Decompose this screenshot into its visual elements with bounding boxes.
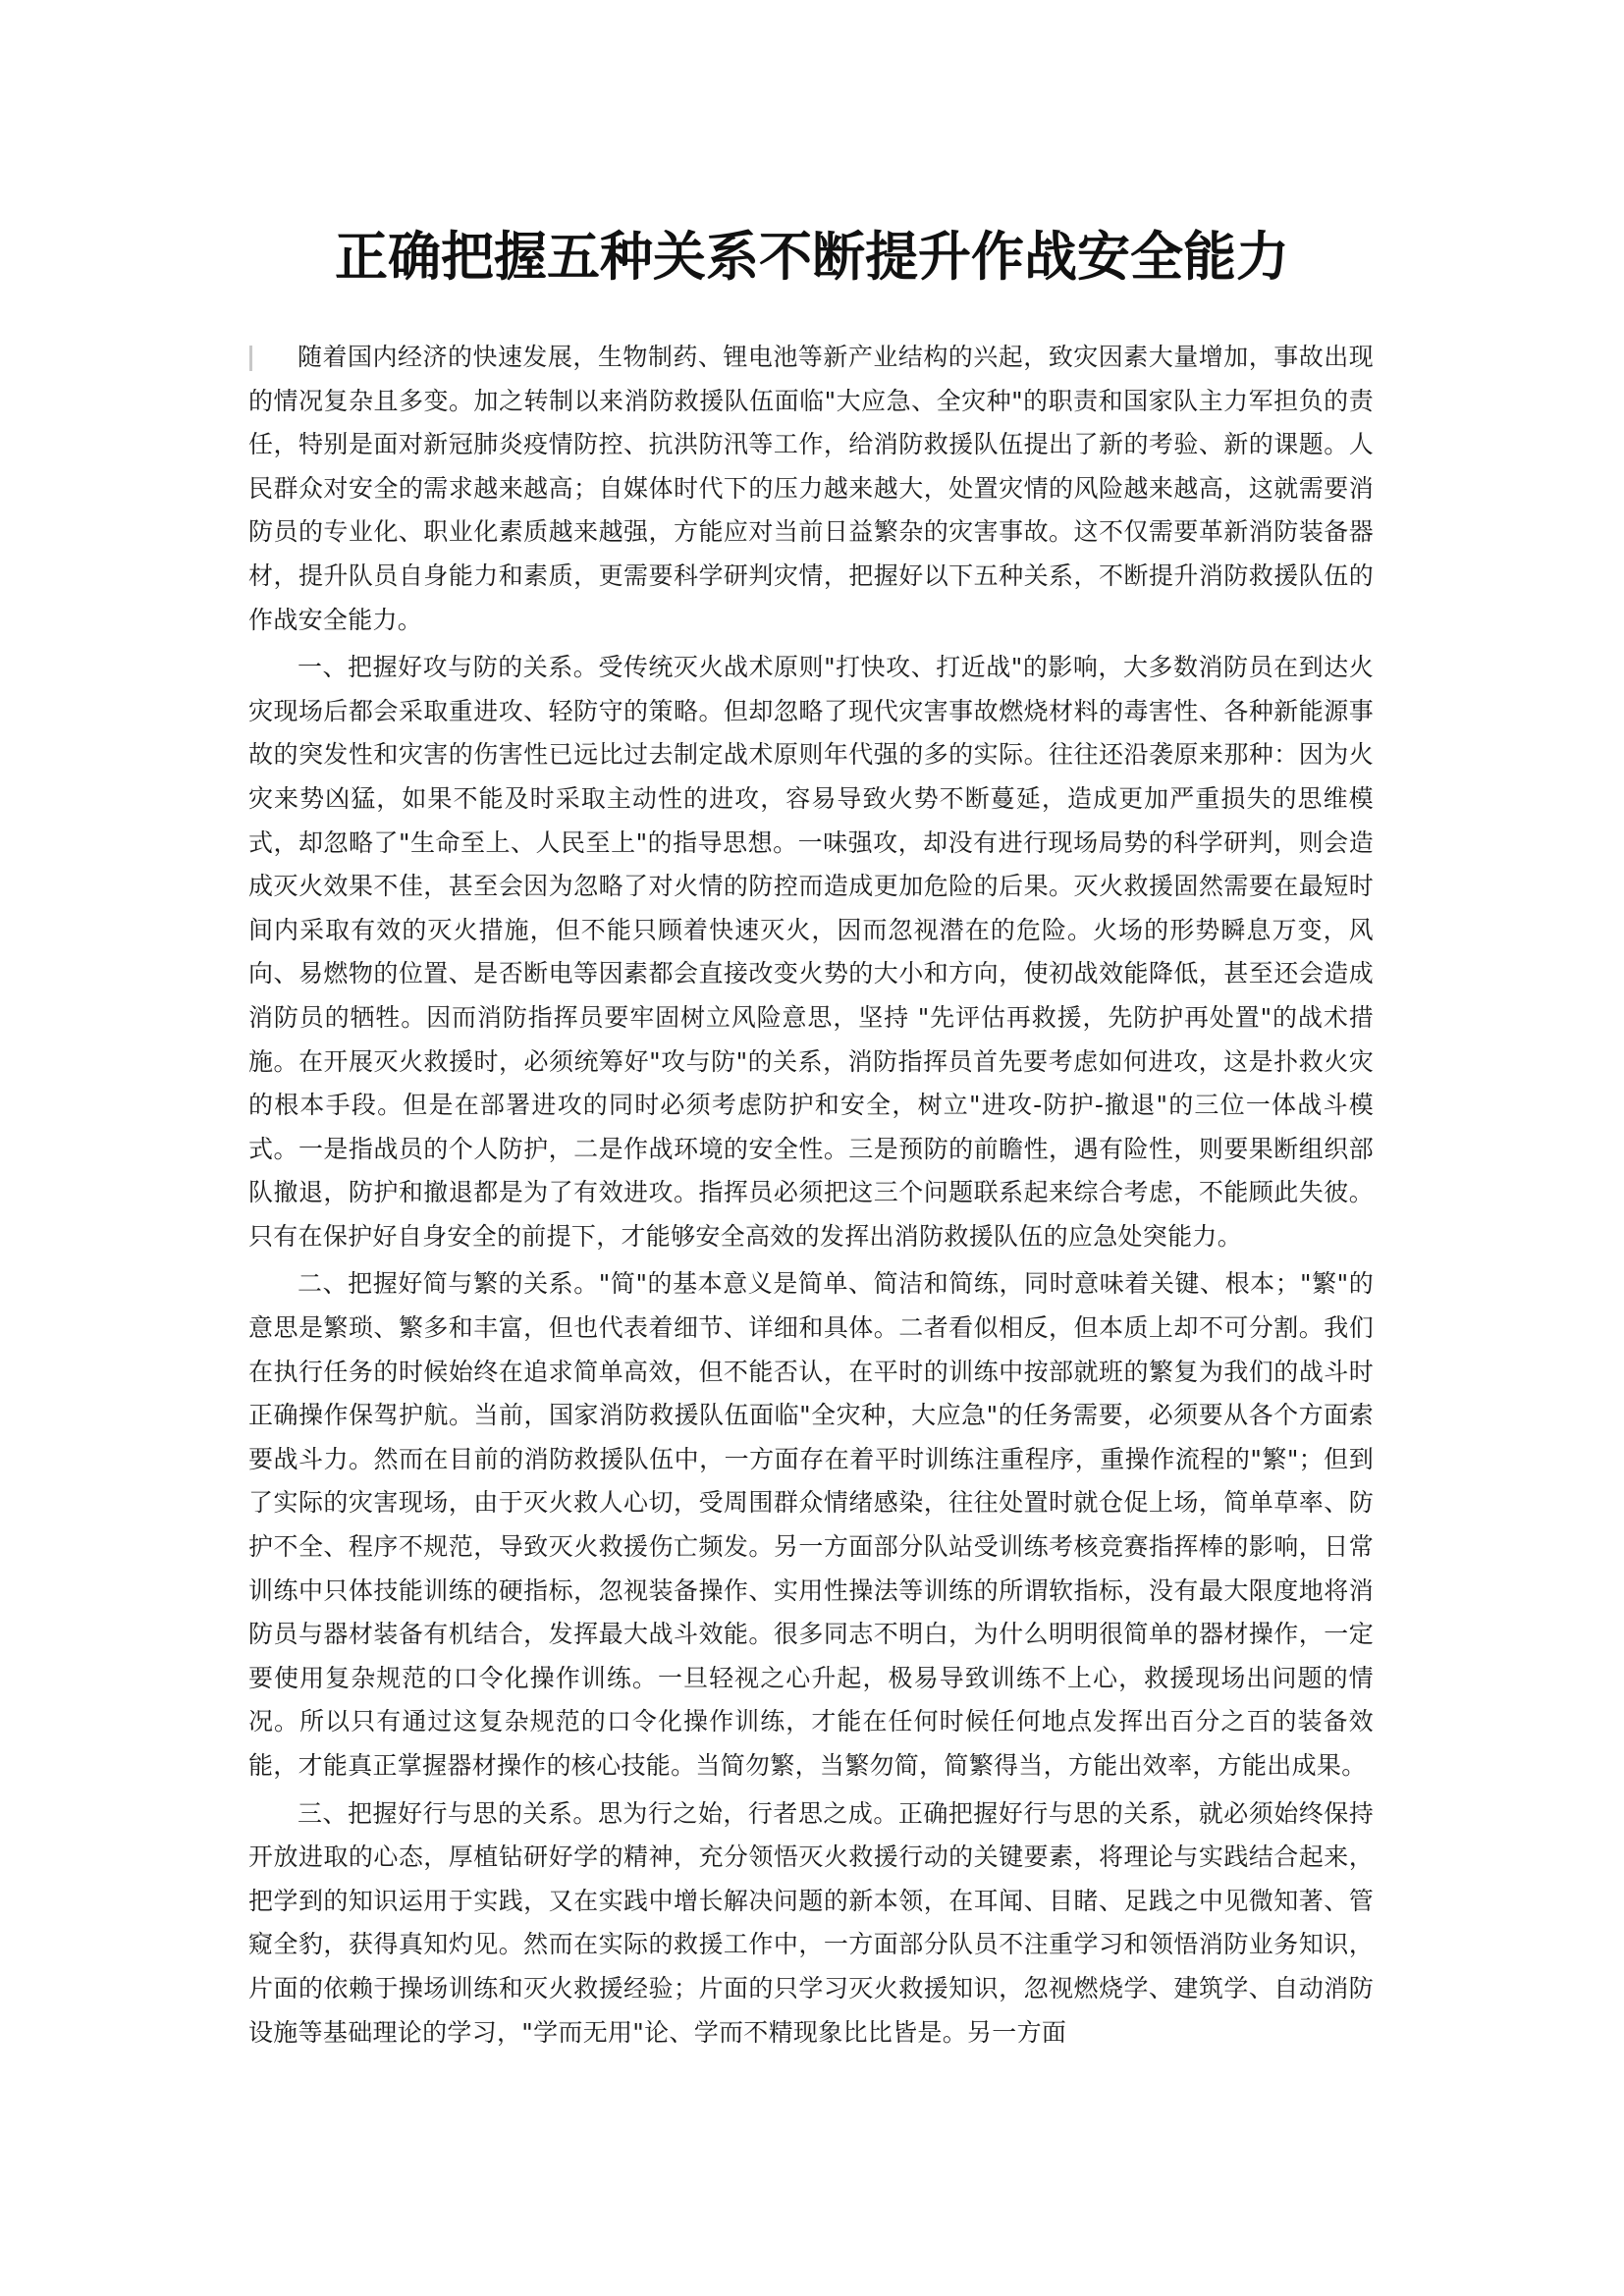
paragraph-attack-defense: 一、把握好攻与防的关系。受传统灭火战术原则"打快攻、打近战"的影响，大多数消防员在到达火灾现场后都会采取重进攻、轻防守的策略。但却忽略了现代灾害事故燃烧材料的毒害性、各种新能源事故的突发性和灾害的伤害性已远比过去制定战术原则年代强的多的实际。往往还沿袭原来那种：因为火灾来势凶猛，如果不能及时采取主动性的进攻，容易导致火势不断蔓延，造成更加严重损失的思维模式，却忽略了"生命至上、人民至上"的指导思想。一味强攻，却没有进行现场局势的科学研判，则会造成灭火效果不佳，甚至会因为忽略了对火情的防控而造成更加危险的后果。灭火救援固然需要在最短时间内采取有效的灭火措施，但不能只顾着快速灭火，因而忽视潜在的危险。火场的形势瞬息万变，风向、易燃物的位置、是否断电等因素都会直接改变火势的大小和方向，使初战效能降低，甚至还会造成消防员的牺牲。因而消防指挥员要牢固树立风险意思，坚持 "先评估再救援，先防护再处置"的战术措施。在开展灭火救援时，必须统筹好"攻与防"的关系，消防指挥员首先要考虑如何进攻，这是扑救火灾的根本手段。但是在部署进攻的同时必须考虑防护和安全，树立"进攻-防护-撤退"的三位一体战斗模式。一是指战员的个人防护，二是作战环境的安全性。三是预防的前瞻性，遇有险性，则要果断组织部队撤退，防护和撤退都是为了有效进攻。指挥员必须把这三个问题联系起来综合考虑，不能顾此失彼。只有在保护好自身安全的前提下，才能够安全高效的发挥出消防救援队伍的应急处突能力。 [248, 653, 1374, 1251]
paragraph-intro: 随着国内经济的快速发展，生物制药、锂电池等新产业结构的兴起，致灾因素大量增加，事故出现的情况复杂且多变。加之转制以来消防救援队伍面临"大应急、全灾种"的职责和国家队主力军担负的责任，特别是面对新冠肺炎疫情防控、抗洪防汛等工作，给消防救援队伍提出了新的考验、新的课题。人民群众对安全的需求越来越高；自媒体时代下的压力越来越大，处置灾情的风险越来越高，这就需要消防员的专业化、职业化素质越来越强，方能应对当前日益繁杂的灾害事故。这不仅需要革新消防装备器材，提升队员自身能力和素质，更需要科学研判灾情，把握好以下五种关系，不断提升消防救援队伍的作战安全能力。 [248, 343, 1374, 634]
paragraph-action-thought: 三、把握好行与思的关系。思为行之始，行者思之成。正确把握好行与思的关系，就必须始终保持开放进取的心态，厚植钻研好学的精神，充分领悟灭火救援行动的关键要素，将理论与实践结合起来，把学到的知识运用于实践，又在实践中增长解决问题的新本领，在耳闻、目睹、足践之中见微知著、管窥全豹，获得真知灼见。然而在实际的救援工作中，一方面部分队员不注重学习和领悟消防业务知识，片面的依赖于操场训练和灭火救援经验；片面的只学习灭火救援知识，忽视燃烧学、建筑学、自动消防设施等基础理论的学习，"学而无用"论、学而不精现象比比皆是。另一方面 [248, 1798, 1374, 2047]
document-title: 正确把握五种关系不断提升作战安全能力 [335, 226, 1289, 288]
paragraph-simple-complex: 二、把握好简与繁的关系。"简"的基本意义是简单、简洁和简练，同时意味着关键、根本；"繁"的意思是繁琐、繁多和丰富，但也代表着细节、详细和具体。二者看似相反，但本质上却不可分割。我们在执行任务的时候始终在追求简单高效，但不能否认，在平时的训练中按部就班的繁复为我们的战斗时正确操作保驾护航。当前，国家消防救援队伍面临"全灾种，大应急"的任务需要，必须要从各个方面索要战斗力。然而在目前的消防救援队伍中，一方面存在着平时训练注重程序，重操作流程的"繁"；但到了实际的灾害现场，由于灭火救人心切，受周围群众情绪感染，往往处置时就仓促上场，简单草率、防护不全、程序不规范，导致灭火救援伤亡频发。另一方面部分队站受训练考核竞赛指挥棒的影响，日常训练中只体技能训练的硬指标，忽视装备操作、实用性操法等训练的所谓软指标，没有最大限度地将消防员与器材装备有机结合，发挥最大战斗效能。很多同志不明白，为什么明明很简单的器材操作，一定要使用复杂规范的口令化操作训练。一旦轻视之心升起，极易导致训练不上心，救援现场出问题的情况。所以只有通过这复杂规范的口令化操作训练，才能在任何时候任何地点发挥出百分之百的装备效能，才能真正掌握器材操作的核心技能。当简勿繁，当繁勿简，简繁得当，方能出效率，方能出成果。 [248, 1269, 1374, 1780]
document-body [248, 336, 1374, 2058]
